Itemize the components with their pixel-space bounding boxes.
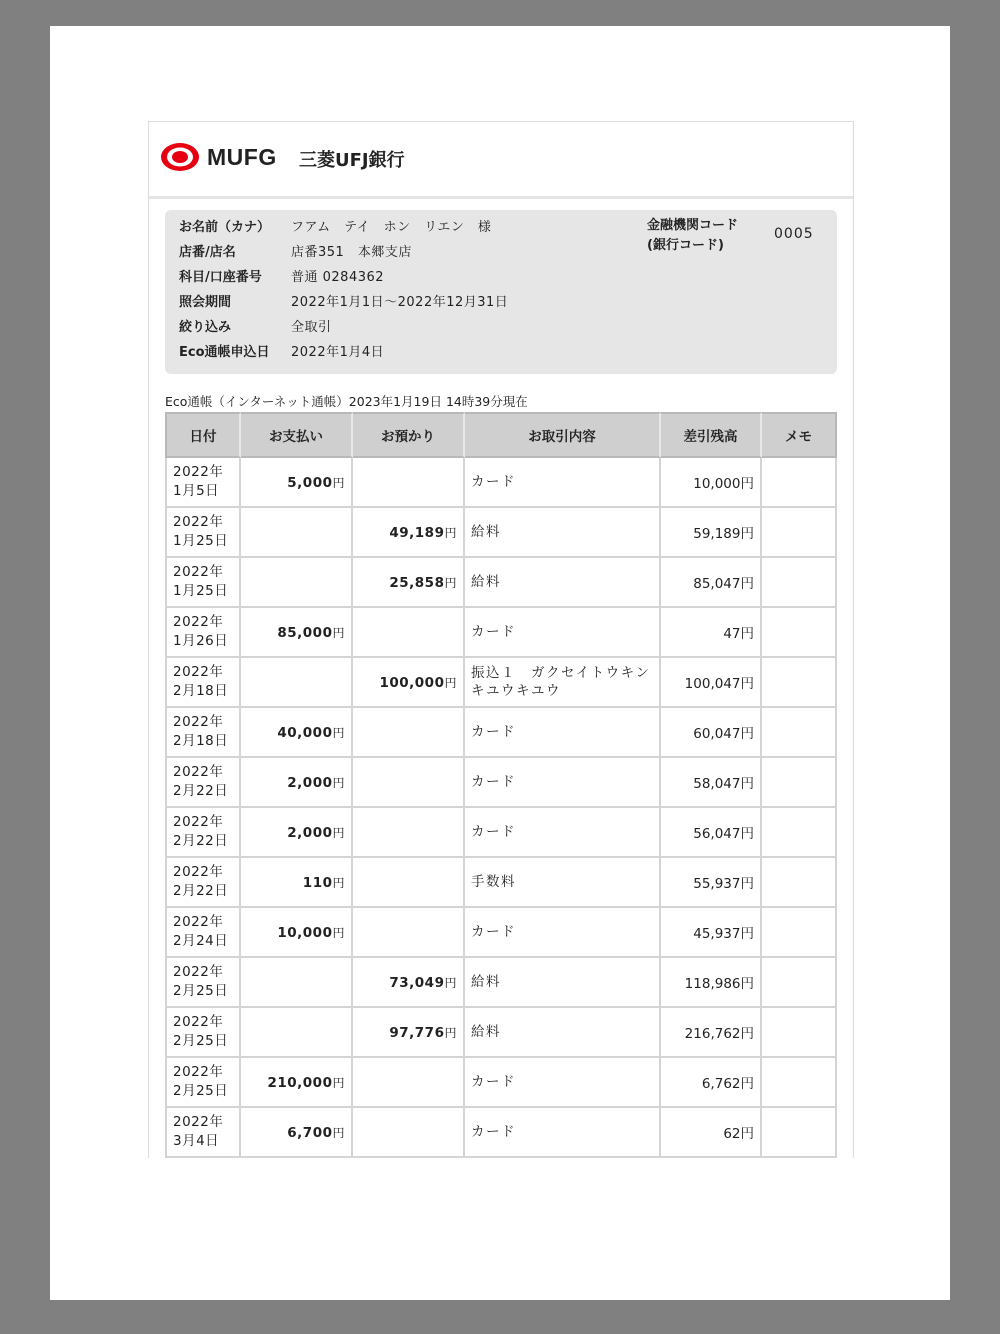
deposit-cell bbox=[353, 558, 465, 608]
date-day: 1月25日 bbox=[173, 583, 229, 599]
date-cell bbox=[165, 858, 241, 908]
memo-cell bbox=[762, 558, 837, 608]
header-payment: お支払い bbox=[241, 412, 353, 458]
date-year: 2022年 bbox=[173, 464, 224, 480]
payment-cell bbox=[241, 808, 353, 858]
transaction-table bbox=[165, 412, 837, 1158]
date-day: 2月24日 bbox=[173, 933, 229, 949]
account-value: 普通 0284362 bbox=[291, 270, 385, 285]
balance-cell: 47円 bbox=[661, 608, 762, 658]
eco-value: 2022年1月4日 bbox=[291, 345, 385, 360]
header-date: 日付 bbox=[165, 412, 241, 458]
yen-unit: 円 bbox=[332, 625, 345, 640]
date-day: 2月18日 bbox=[173, 733, 229, 749]
document-page bbox=[50, 26, 950, 1300]
memo-cell bbox=[762, 608, 837, 658]
memo-cell bbox=[762, 1058, 837, 1108]
branch-value: 店番351 本郷支店 bbox=[291, 245, 412, 260]
description-cell: カード bbox=[465, 1108, 661, 1158]
date-day: 1月5日 bbox=[173, 483, 220, 499]
yen-unit: 円 bbox=[332, 475, 345, 490]
description-cell: 振込１ ガクセイトウキンキユウキユウ bbox=[465, 658, 661, 708]
deposit-cell bbox=[353, 908, 465, 958]
date-year: 2022年 bbox=[173, 614, 224, 630]
date-day: 2月22日 bbox=[173, 883, 229, 899]
yen-unit: 円 bbox=[332, 925, 345, 940]
description-cell: カード bbox=[465, 1058, 661, 1108]
balance-cell: 58,047円 bbox=[661, 758, 762, 808]
balance-cell: 6,762円 bbox=[661, 1058, 762, 1108]
memo-cell bbox=[762, 1008, 837, 1058]
bank-name: 三菱UFJ銀行 bbox=[299, 150, 405, 171]
eco-label: Eco通帳申込日 bbox=[179, 345, 270, 360]
payment-cell bbox=[241, 658, 353, 708]
payment-amount: 2,000 bbox=[287, 774, 333, 791]
yen-unit: 円 bbox=[332, 725, 345, 740]
deposit-cell bbox=[353, 508, 465, 558]
date-year: 2022年 bbox=[173, 764, 224, 780]
bank-code-value: 0005 bbox=[774, 226, 814, 242]
date-cell bbox=[165, 808, 241, 858]
payment-cell bbox=[241, 458, 353, 508]
payment-cell bbox=[241, 558, 353, 608]
date-cell bbox=[165, 508, 241, 558]
date-day: 2月25日 bbox=[173, 1083, 229, 1099]
account-info-panel bbox=[165, 210, 837, 374]
table-row bbox=[165, 858, 837, 908]
memo-cell bbox=[762, 758, 837, 808]
payment-cell bbox=[241, 508, 353, 558]
table-row bbox=[165, 1108, 837, 1158]
bank-code-label-line1: 金融機関コード bbox=[647, 218, 739, 233]
date-cell bbox=[165, 708, 241, 758]
date-cell bbox=[165, 658, 241, 708]
bank-header bbox=[149, 122, 853, 199]
date-day: 2月18日 bbox=[173, 683, 229, 699]
deposit-cell bbox=[353, 458, 465, 508]
balance-cell: 45,937円 bbox=[661, 908, 762, 958]
memo-cell bbox=[762, 708, 837, 758]
payment-amount: 210,000 bbox=[267, 1074, 333, 1091]
description-cell: カード bbox=[465, 758, 661, 808]
description-cell: 給料 bbox=[465, 958, 661, 1008]
date-cell bbox=[165, 558, 241, 608]
header-deposit: お預かり bbox=[353, 412, 465, 458]
header-description: お取引内容 bbox=[465, 412, 661, 458]
yen-unit: 円 bbox=[332, 825, 345, 840]
table-row bbox=[165, 558, 837, 608]
name-value: フアム テイ ホン リエン 様 bbox=[291, 220, 492, 235]
table-row bbox=[165, 1008, 837, 1058]
table-row bbox=[165, 658, 837, 708]
date-year: 2022年 bbox=[173, 1114, 224, 1130]
deposit-amount: 49,189 bbox=[389, 524, 445, 541]
date-year: 2022年 bbox=[173, 514, 224, 530]
filter-label: 絞り込み bbox=[179, 320, 232, 335]
memo-cell bbox=[762, 458, 837, 508]
date-year: 2022年 bbox=[173, 714, 224, 730]
deposit-cell bbox=[353, 1008, 465, 1058]
payment-cell bbox=[241, 608, 353, 658]
date-day: 1月25日 bbox=[173, 533, 229, 549]
deposit-cell bbox=[353, 1108, 465, 1158]
table-row bbox=[165, 608, 837, 658]
balance-cell: 118,986円 bbox=[661, 958, 762, 1008]
date-cell bbox=[165, 458, 241, 508]
date-cell bbox=[165, 958, 241, 1008]
table-row bbox=[165, 908, 837, 958]
description-cell: 手数料 bbox=[465, 858, 661, 908]
memo-cell bbox=[762, 958, 837, 1008]
balance-cell: 85,047円 bbox=[661, 558, 762, 608]
date-cell bbox=[165, 758, 241, 808]
table-row bbox=[165, 758, 837, 808]
deposit-amount: 73,049 bbox=[389, 974, 445, 991]
payment-cell bbox=[241, 758, 353, 808]
payment-cell bbox=[241, 1058, 353, 1108]
header-memo: メモ bbox=[762, 412, 837, 458]
description-cell: カード bbox=[465, 458, 661, 508]
memo-cell bbox=[762, 858, 837, 908]
date-day: 3月4日 bbox=[173, 1133, 220, 1149]
statement-note: Eco通帳（インターネット通帳）2023年1月19日 14時39分現在 bbox=[165, 394, 528, 409]
date-day: 2月22日 bbox=[173, 833, 229, 849]
balance-cell: 60,047円 bbox=[661, 708, 762, 758]
table-row bbox=[165, 1058, 837, 1108]
period-value: 2022年1月1日～2022年12月31日 bbox=[291, 295, 509, 310]
table-row bbox=[165, 958, 837, 1008]
payment-amount: 10,000 bbox=[277, 924, 333, 941]
payment-amount: 2,000 bbox=[287, 824, 333, 841]
mufg-logo-icon bbox=[160, 142, 200, 172]
date-cell bbox=[165, 1058, 241, 1108]
statement-sheet bbox=[148, 121, 854, 1158]
payment-amount: 6,700 bbox=[287, 1124, 333, 1141]
date-cell bbox=[165, 1008, 241, 1058]
yen-unit: 円 bbox=[444, 575, 457, 590]
payment-cell bbox=[241, 1008, 353, 1058]
description-cell: カード bbox=[465, 808, 661, 858]
yen-unit: 円 bbox=[332, 1075, 345, 1090]
deposit-amount: 100,000 bbox=[379, 674, 445, 691]
bank-code-label-line2: (銀行コード) bbox=[647, 238, 724, 253]
description-cell: カード bbox=[465, 708, 661, 758]
date-cell bbox=[165, 1108, 241, 1158]
date-cell bbox=[165, 908, 241, 958]
table-row bbox=[165, 708, 837, 758]
description-cell: 給料 bbox=[465, 1008, 661, 1058]
balance-cell: 62円 bbox=[661, 1108, 762, 1158]
yen-unit: 円 bbox=[444, 975, 457, 990]
date-year: 2022年 bbox=[173, 914, 224, 930]
deposit-cell bbox=[353, 608, 465, 658]
balance-cell: 10,000円 bbox=[661, 458, 762, 508]
yen-unit: 円 bbox=[332, 1125, 345, 1140]
date-year: 2022年 bbox=[173, 864, 224, 880]
yen-unit: 円 bbox=[444, 525, 457, 540]
deposit-amount: 97,776 bbox=[389, 1024, 445, 1041]
name-label: お名前（カナ） bbox=[179, 220, 271, 235]
date-year: 2022年 bbox=[173, 964, 224, 980]
payment-cell bbox=[241, 1108, 353, 1158]
date-year: 2022年 bbox=[173, 664, 224, 680]
description-cell: カード bbox=[465, 608, 661, 658]
date-year: 2022年 bbox=[173, 1064, 224, 1080]
date-day: 1月26日 bbox=[173, 633, 229, 649]
filter-value: 全取引 bbox=[291, 320, 332, 335]
period-label: 照会期間 bbox=[179, 295, 232, 310]
table-row bbox=[165, 508, 837, 558]
transaction-rows bbox=[165, 458, 837, 1158]
yen-unit: 円 bbox=[332, 775, 345, 790]
account-label: 科目/口座番号 bbox=[179, 270, 262, 285]
memo-cell bbox=[762, 658, 837, 708]
branch-label: 店番/店名 bbox=[179, 245, 236, 260]
balance-cell: 59,189円 bbox=[661, 508, 762, 558]
table-header-row bbox=[165, 412, 837, 458]
payment-cell bbox=[241, 708, 353, 758]
payment-amount: 5,000 bbox=[287, 474, 333, 491]
balance-cell: 216,762円 bbox=[661, 1008, 762, 1058]
balance-cell: 56,047円 bbox=[661, 808, 762, 858]
payment-cell bbox=[241, 908, 353, 958]
yen-unit: 円 bbox=[332, 875, 345, 890]
memo-cell bbox=[762, 1108, 837, 1158]
deposit-cell bbox=[353, 758, 465, 808]
memo-cell bbox=[762, 908, 837, 958]
balance-cell: 55,937円 bbox=[661, 858, 762, 908]
payment-cell bbox=[241, 958, 353, 1008]
header-balance: 差引残高 bbox=[661, 412, 762, 458]
table-row bbox=[165, 808, 837, 858]
payment-cell bbox=[241, 858, 353, 908]
deposit-amount: 25,858 bbox=[389, 574, 445, 591]
date-day: 2月22日 bbox=[173, 783, 229, 799]
date-year: 2022年 bbox=[173, 564, 224, 580]
deposit-cell bbox=[353, 658, 465, 708]
deposit-cell bbox=[353, 708, 465, 758]
date-day: 2月25日 bbox=[173, 983, 229, 999]
deposit-cell bbox=[353, 808, 465, 858]
deposit-cell bbox=[353, 1058, 465, 1108]
deposit-cell bbox=[353, 858, 465, 908]
date-day: 2月25日 bbox=[173, 1033, 229, 1049]
yen-unit: 円 bbox=[444, 1025, 457, 1040]
description-cell: 給料 bbox=[465, 508, 661, 558]
payment-amount: 110 bbox=[302, 874, 333, 891]
description-cell: カード bbox=[465, 908, 661, 958]
date-year: 2022年 bbox=[173, 814, 224, 830]
memo-cell bbox=[762, 808, 837, 858]
payment-amount: 40,000 bbox=[277, 724, 333, 741]
payment-amount: 85,000 bbox=[277, 624, 333, 641]
yen-unit: 円 bbox=[444, 675, 457, 690]
bank-code-label bbox=[647, 216, 767, 256]
memo-cell bbox=[762, 508, 837, 558]
table-row bbox=[165, 458, 837, 508]
date-cell bbox=[165, 608, 241, 658]
deposit-cell bbox=[353, 958, 465, 1008]
balance-cell: 100,047円 bbox=[661, 658, 762, 708]
description-cell: 給料 bbox=[465, 558, 661, 608]
date-year: 2022年 bbox=[173, 1014, 224, 1030]
logo-mufg-text: MUFG bbox=[207, 144, 277, 170]
